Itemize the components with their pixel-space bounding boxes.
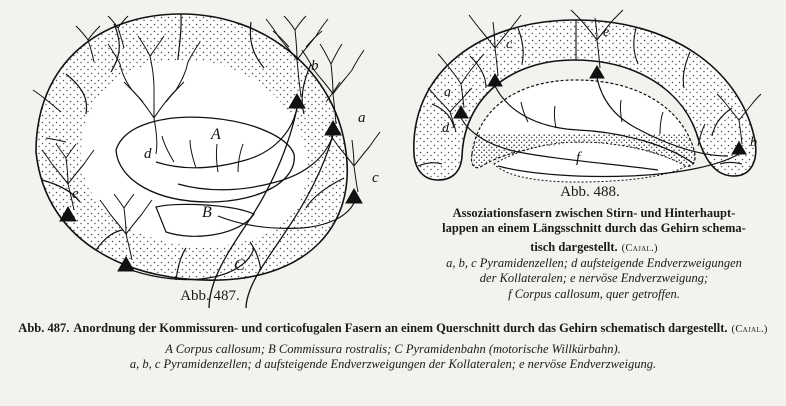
caption-487-bold-text: Anordnung der Kommissuren- und corticofugalen Fasern an einem Querschnitt durch das Gehirn schematisch dargestellt. xyxy=(73,321,728,335)
caption-488-attribution: (Cajal.) xyxy=(621,242,658,254)
figure-487-number-text: Abb. 487. xyxy=(180,288,240,304)
svg-text:b: b xyxy=(750,135,757,150)
figure-488 xyxy=(398,4,780,194)
caption-488-legend-line1: a, b, c Pyramidenzellen; d aufsteigende Endverzweigungen xyxy=(446,256,742,271)
svg-text:d: d xyxy=(442,121,449,136)
caption-487 xyxy=(8,318,778,372)
figure-487 xyxy=(6,2,406,312)
svg-text:B: B xyxy=(202,204,212,221)
caption-488-bold-line2: lappen an einem Längsschnitt durch das Gehirn schema- xyxy=(442,221,746,236)
svg-text:e: e xyxy=(72,186,79,202)
caption-488-legend-line3: f Corpus callosum, quer getroffen. xyxy=(508,286,680,301)
svg-text:a: a xyxy=(358,110,366,126)
caption-487-bold-row xyxy=(8,318,778,338)
svg-text:c: c xyxy=(506,37,513,52)
svg-text:e: e xyxy=(603,25,610,40)
svg-text:A: A xyxy=(211,126,221,143)
svg-text:f: f xyxy=(576,150,581,166)
figure-488-number-text: Abb. 488. xyxy=(560,184,620,200)
svg-text:c: c xyxy=(372,170,379,186)
caption-487-legend-line1: A Corpus callosum; B Commissura rostralis; C Pyramidenbahn (motorische Willkürbahn). xyxy=(165,341,621,356)
caption-487-lead: Abb. 487. xyxy=(18,321,70,335)
caption-488-bold-line1: Assoziationsfasern zwischen Stirn- und Hinterhaupt- xyxy=(452,206,736,220)
caption-487-attribution: (Cajal.) xyxy=(731,324,768,335)
svg-text:a: a xyxy=(444,85,451,100)
svg-text:b: b xyxy=(311,58,319,74)
caption-488 xyxy=(418,206,770,302)
caption-487-legend-line2: a, b, c Pyramidenzellen; d aufsteigende Endverzweigungen der Kollateralen; e nervöse Endverzweigung. xyxy=(129,356,657,371)
figure-487-number xyxy=(120,286,300,306)
caption-488-bold-line3: tisch dargestellt. xyxy=(530,239,618,254)
caption-488-legend-line2: der Kollateralen; e nervöse Endverzweigung; xyxy=(479,271,709,286)
figure-488-number xyxy=(470,182,710,202)
caption-488-bold-line3-row xyxy=(418,237,770,257)
svg-text:C: C xyxy=(234,257,245,274)
svg-text:d: d xyxy=(144,146,152,162)
